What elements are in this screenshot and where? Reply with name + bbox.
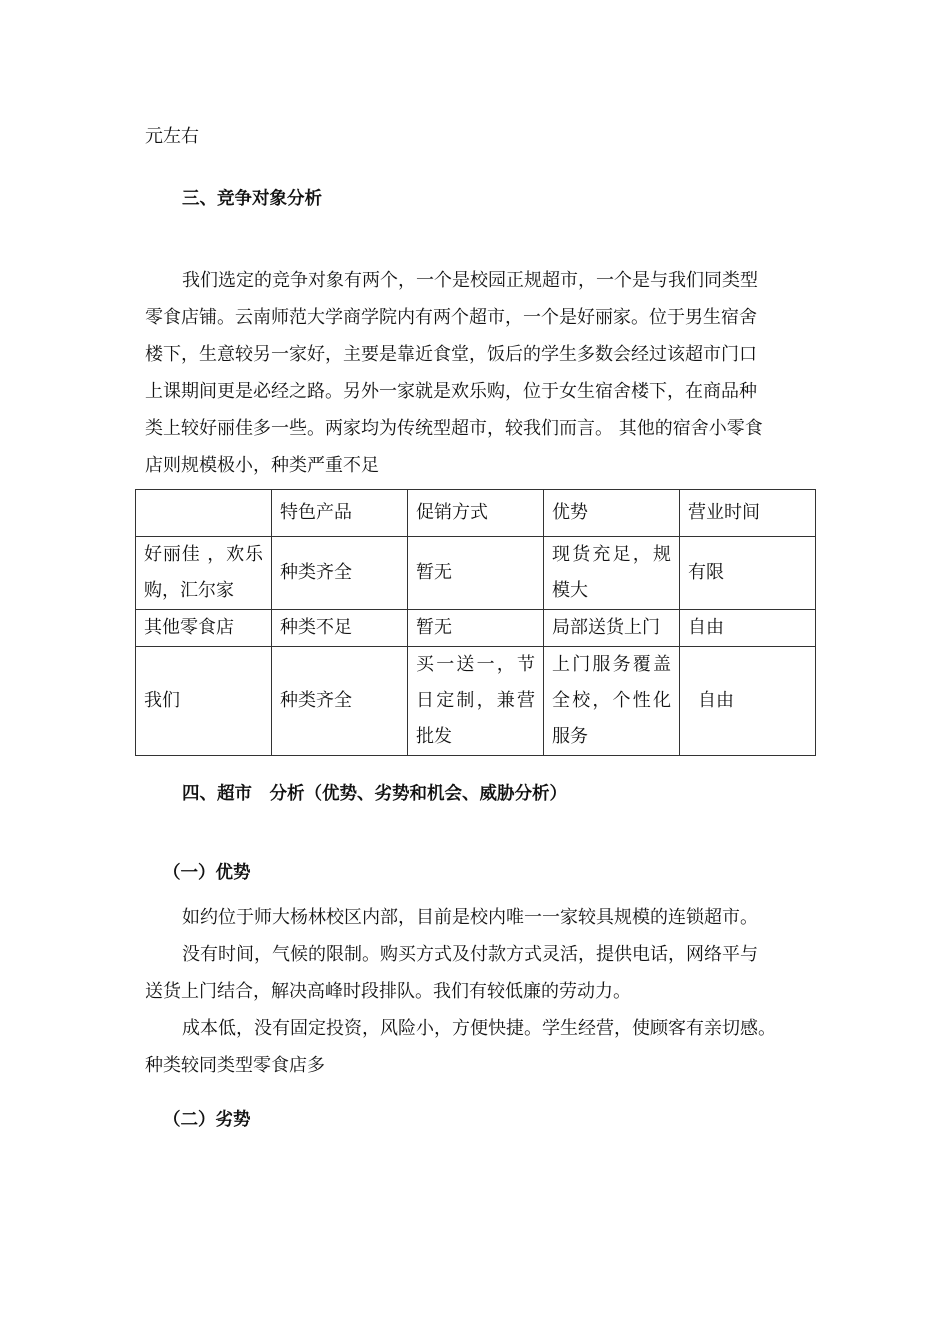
intro-tail-text: 元左右 — [145, 126, 199, 147]
table-cell: 现货充足，规模大 — [544, 537, 680, 610]
table-cell: 自由 — [680, 647, 816, 756]
table-cell: 上门服务覆盖全校，个性化服务 — [544, 647, 680, 756]
table-row — [136, 610, 816, 647]
section3-heading: 三、竞争对象分析 — [182, 189, 322, 209]
table-row — [136, 537, 816, 610]
table-cell: 其他零食店 — [136, 610, 272, 647]
section3-paragraph-line: 楼下，生意较另一家好，主要是靠近食堂，饭后的学生多数会经过该超市门口 — [145, 344, 757, 365]
table-cell: 种类齐全 — [272, 647, 408, 756]
table-cell: 买一送一，节日定制，兼营批发 — [408, 647, 544, 756]
table-cell: 有限 — [680, 537, 816, 610]
table-cell: 暂无 — [408, 537, 544, 610]
advantages-line: 没有时间，气候的限制。购买方式及付款方式灵活，提供电话，网络平与 — [182, 944, 758, 965]
advantages-line: 种类较同类型零食店多 — [145, 1055, 325, 1076]
advantages-line: 成本低，没有固定投资，风险小，方便快捷。学生经营，使顾客有亲切感。 — [182, 1018, 776, 1039]
advantages-line: 如约位于师大杨林校区内部，目前是校内唯一一家较具规模的连锁超市。 — [182, 907, 758, 928]
table-header-cell — [136, 490, 272, 537]
table-header-row — [136, 490, 816, 537]
table-header-cell: 特色产品 — [272, 490, 408, 537]
section3-paragraph-line: 上课期间更是必经之路。另外一家就是欢乐购，位于女生宿舍楼下，在商品种 — [145, 381, 757, 402]
table-header-cell: 营业时间 — [680, 490, 816, 537]
section3-paragraph-line: 我们选定的竞争对象有两个，一个是校园正规超市，一个是与我们同类型 — [182, 270, 758, 291]
table-header-cell: 促销方式 — [408, 490, 544, 537]
table-cell: 种类不足 — [272, 610, 408, 647]
table-cell: 暂无 — [408, 610, 544, 647]
table-cell: 自由 — [680, 610, 816, 647]
table-cell: 好丽佳 ，欢乐购，汇尔家 — [136, 537, 272, 610]
competitor-comparison-table — [135, 489, 816, 756]
disadvantages-heading: （二）劣势 — [163, 1110, 251, 1130]
table-row — [136, 647, 816, 756]
table-cell: 我们 — [136, 647, 272, 756]
section3-paragraph-line: 零食店铺。云南师范大学商学院内有两个超市，一个是好丽家。位于男生宿舍 — [145, 307, 757, 328]
table-cell: 种类齐全 — [272, 537, 408, 610]
table-cell: 局部送货上门 — [544, 610, 680, 647]
section3-paragraph-line: 店则规模极小，种类严重不足 — [145, 455, 379, 476]
advantages-heading: （一）优势 — [163, 863, 251, 883]
section4-heading: 四、超市 分析（优势、劣势和机会、威胁分析） — [182, 784, 567, 804]
advantages-line: 送货上门结合，解决高峰时段排队。我们有较低廉的劳动力。 — [145, 981, 631, 1002]
section3-paragraph-line: 类上较好丽佳多一些。两家均为传统型超市，较我们而言。 其他的宿舍小零食 — [145, 418, 763, 439]
table-header-cell: 优势 — [544, 490, 680, 537]
